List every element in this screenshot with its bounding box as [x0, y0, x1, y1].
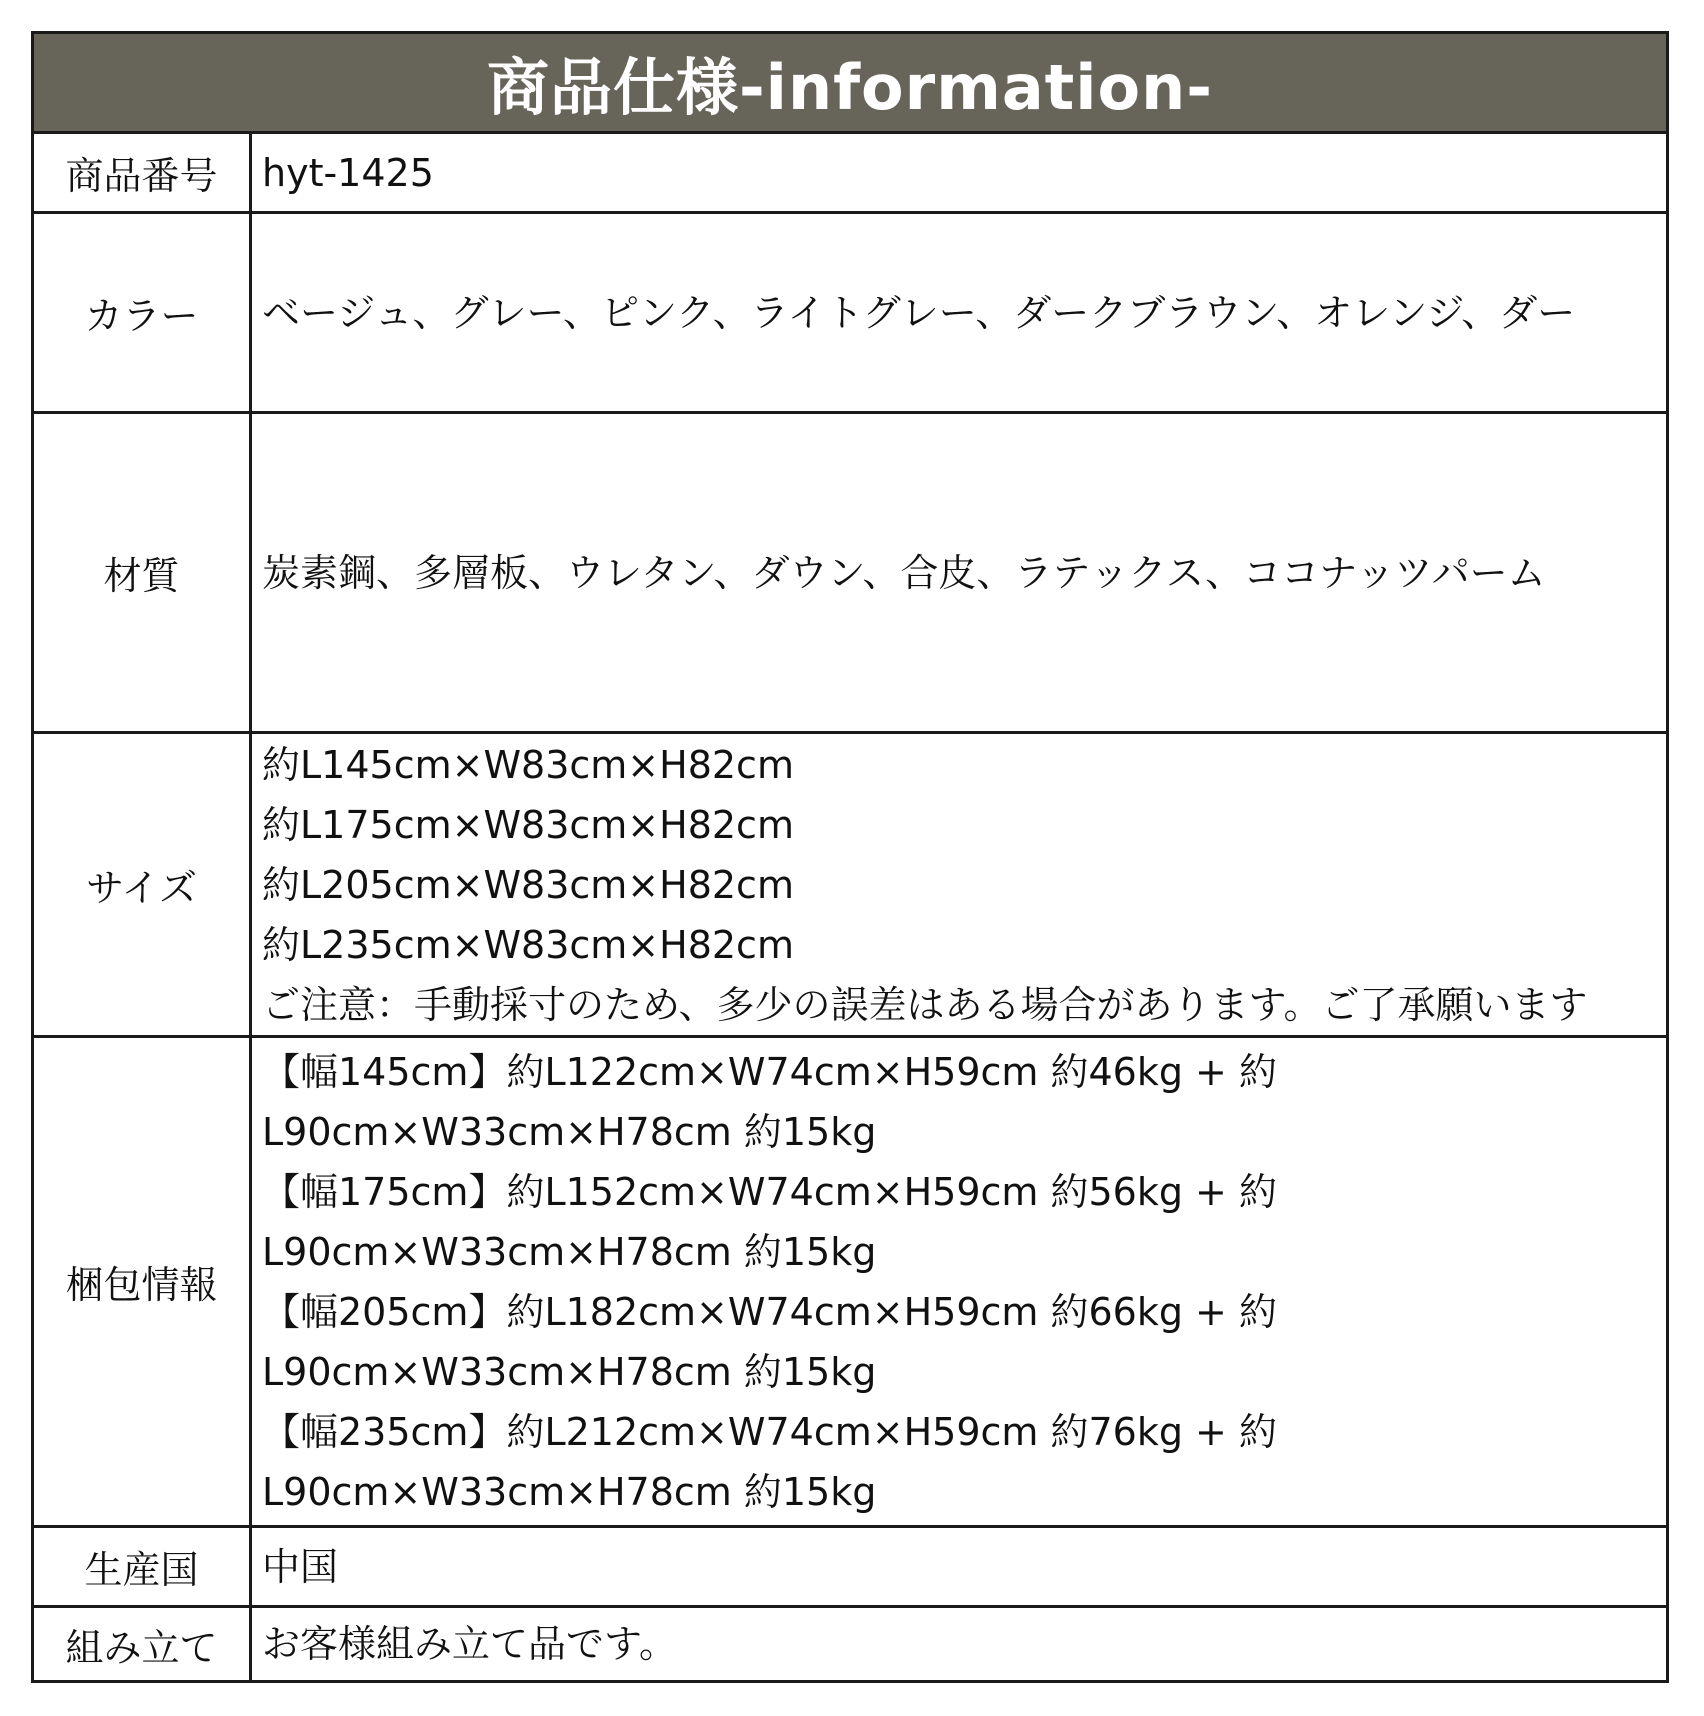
value-line: 中国: [262, 1544, 339, 1589]
table-title: 商品仕様-information-: [34, 34, 1666, 134]
value-line: L90cm×W33cm×H78cm 約15kg: [262, 1469, 877, 1514]
value-line: 【幅235cm】約L212cm×W74cm×H59cm 約76kg + 約: [262, 1409, 1277, 1454]
row-label: 生産国: [34, 1528, 252, 1605]
value-line: 約L205cm×W83cm×H82cm: [262, 862, 794, 907]
row-label: 組み立て: [34, 1608, 252, 1680]
row-label: 梱包情報: [34, 1038, 252, 1525]
value-line: 【幅175cm】約L152cm×W74cm×H59cm 約56kg + 約: [262, 1169, 1277, 1214]
row-label: 材質: [34, 414, 252, 731]
row-value: [252, 1608, 1666, 1680]
row-value: [252, 134, 1666, 211]
value-line: お客様組み立て品です。: [262, 1622, 677, 1666]
value-line: ベージュ、グレー、ピンク、ライトグレー、ダークブラウン、オレンジ、ダー: [262, 290, 1576, 335]
value-line: 約L235cm×W83cm×H82cm: [262, 922, 794, 967]
value-line: L90cm×W33cm×H78cm 約15kg: [262, 1229, 877, 1274]
row-value: [252, 1528, 1666, 1605]
row-value: [252, 1038, 1666, 1525]
value-line: 炭素鋼、多層板、ウレタン、ダウン、合皮、ラテックス、ココナッツパーム: [262, 550, 1546, 595]
row-value: [252, 414, 1666, 731]
row-label: サイズ: [34, 734, 252, 1035]
spec-table: [31, 31, 1669, 1683]
row-label: 商品番号: [34, 134, 252, 211]
value-line: 【幅205cm】約L182cm×W74cm×H59cm 約66kg + 約: [262, 1289, 1277, 1334]
row-material: [34, 414, 1666, 734]
row-assembly: [34, 1608, 1666, 1680]
value-line: L90cm×W33cm×H78cm 約15kg: [262, 1109, 877, 1154]
row-size: [34, 734, 1666, 1038]
value-line: 【幅145cm】約L122cm×W74cm×H59cm 約46kg + 約: [262, 1049, 1277, 1094]
value-line: L90cm×W33cm×H78cm 約15kg: [262, 1349, 877, 1394]
row-packing: [34, 1038, 1666, 1528]
row-country: [34, 1528, 1666, 1608]
row-product-number: [34, 134, 1666, 214]
row-label: カラー: [34, 214, 252, 411]
value-line: 約L145cm×W83cm×H82cm: [262, 742, 794, 787]
row-value: [252, 214, 1666, 411]
value-line: ご注意：手動採寸のため、多少の誤差はある場合があります。ご了承願います: [262, 982, 1588, 1027]
row-color: [34, 214, 1666, 414]
row-value: [252, 734, 1666, 1035]
value-line: 約L175cm×W83cm×H82cm: [262, 802, 794, 847]
value-line: hyt-1425: [262, 150, 434, 195]
